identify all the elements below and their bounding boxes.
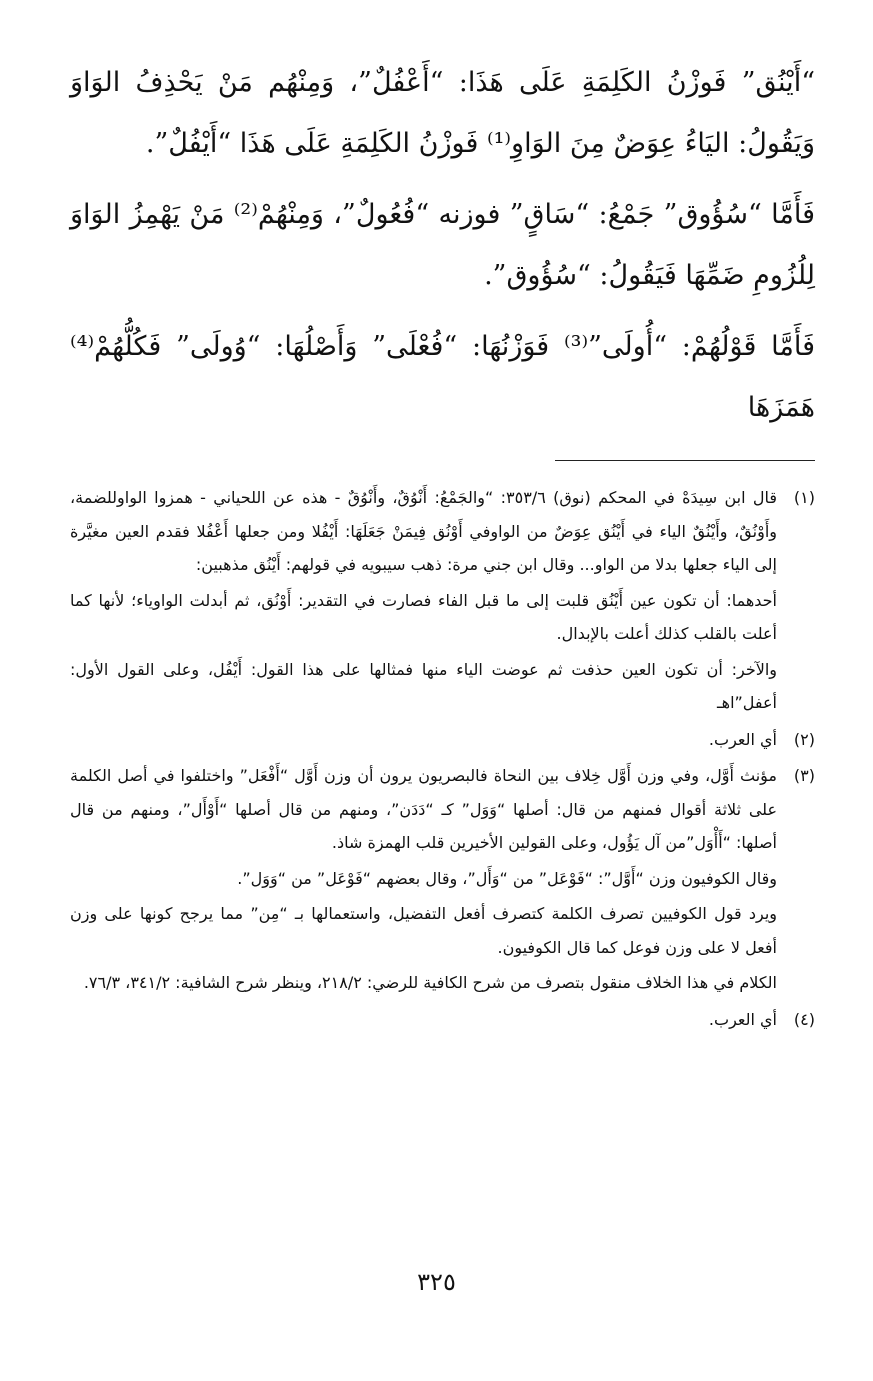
footnote-paragraph: ويرد قول الكوفيين تصرف الكلمة كتصرف أفعل التفضيل، واستعمالها بـ “مِن” مما يرجح كونها على وزن أفعل لا على وزن فوعل كما قال الكوفيون. [70,904,777,957]
footnote-paragraph: أي العرب. [708,1009,777,1029]
footnote-paragraph: قال ابن سِيدَهْ في المحكم (نوق) ٣٥٣/٦: “والجَمْعُ: أَنْوُقٌ، وأَنْوُقٌ - هذه عن اللحياني - همزوا الواوللضمة، وأَوْنُقٌ، وأَيْنُقٌ الياء في أَيْنُق عِوَضٌ من الواوفي أَوْنُق فِيمَنْ جَعَلَهَا: أَيْفُلا ومن جعلها أَعْفُلا فقدم العين مغيَّرة إلى الياء جعلها بدلا من الواو... وقال ابن جني مرة: ذهب سيبويه في قولهم: أَيْنُق مذهبين: [70,488,778,574]
main-paragraph: فَأَمَّا “سُؤُوق” جَمْعُ: “سَاقٍ” فوزنه “فُعُولٌ”، وَمِنْهُمْ⁽²⁾ مَنْ يَهْمِزُ الوَاوَ لِلُزُومِ ضَمِّهَا فَيَقُولُ: “سُؤُوق”. [70,199,815,291]
footnote-paragraph: وقال الكوفيون وزن “أَوَّل”: “فَوْعَل” من “وَأَل”، وقال بعضهم “فَوْعَل” من “وَوَل”. [237,868,777,888]
footnotes [70,481,815,1036]
footnote-paragraph: والآخر: أن تكون العين حذفت ثم عوضت الياء منها فمثالها على هذا القول: أَيْفُل، وعلى القول الأول: أعفل”اهـ [70,659,777,712]
main-text [70,52,815,438]
footnote-1 [70,481,815,720]
footnote-4 [70,1003,815,1037]
footnote-number: (١) [793,488,815,507]
footnote-paragraph: مؤنث أَوَّل، وفي وزن أَوَّل خِلاف بين النحاة فالبصريون يرون أن وزن أَوَّل “أَفْعَل” واختلفوا في أصل الكلمة على ثلاثة أقوال فمنهم من قال: أصلها “وَوَل” كـ “دَدَن”، ومنهم من قال أصلها “أَوْأَل”، ومنهم من قال أصلها: “أَأْوَل”من آل يَؤُول، وعلى القولين الأخيرين قلب الهمزة شاذ. [70,766,777,852]
page-number: ٣٢٥ [417,1268,456,1296]
footnote-paragraph: الكلام في هذا الخلاف منقول بتصرف من شرح الكافية للرضي: ٢١٨/٢، وينظر شرح الشافية: ٣٤١/٢، ٧٦/٣. [83,973,777,992]
footnote-number: (٣) [793,766,815,785]
footnote-paragraph: أي العرب. [708,729,777,749]
main-paragraph: “أَيْنُق” فَوزْنُ الكَلِمَةِ عَلَى هَذَا: “أَعْفُلٌ”، وَمِنْهُم مَنْ يَحْذِفُ الوَاوَ وَيَقُولُ: اليَاءُ عِوَضٌ مِنَ الوَاوِ⁽¹⁾ فَوزْنُ الكَلِمَةِ عَلَى هَذَا “أَيْفُلٌ”. [70,67,815,159]
footnote-paragraph: أحدهما: أن تكون عين أَيْنُق قلبت إلى ما قبل الفاء فصارت في التقدير: أَوْنُق، ثم أبدلت الواوياء؛ لأنها كما أعلت بالقلب كذلك أعلت بالإبدال. [70,590,777,643]
footnote-3 [70,759,815,1000]
footnote-number: (٢) [793,729,815,749]
footnote-divider [555,460,815,461]
footnote-number: (٤) [793,1009,815,1029]
main-paragraph: فَأَمَّا قَوْلُهُمْ: “أُولَى”⁽³⁾ فَوَزْنُهَا: “فُعْلَى” وَأَصْلُهَا: “وُولَى” فَكُلُّهُمْ⁽⁴⁾ هَمَزَهَا [70,331,816,423]
footnote-2 [70,723,815,757]
book-page [70,52,815,1381]
